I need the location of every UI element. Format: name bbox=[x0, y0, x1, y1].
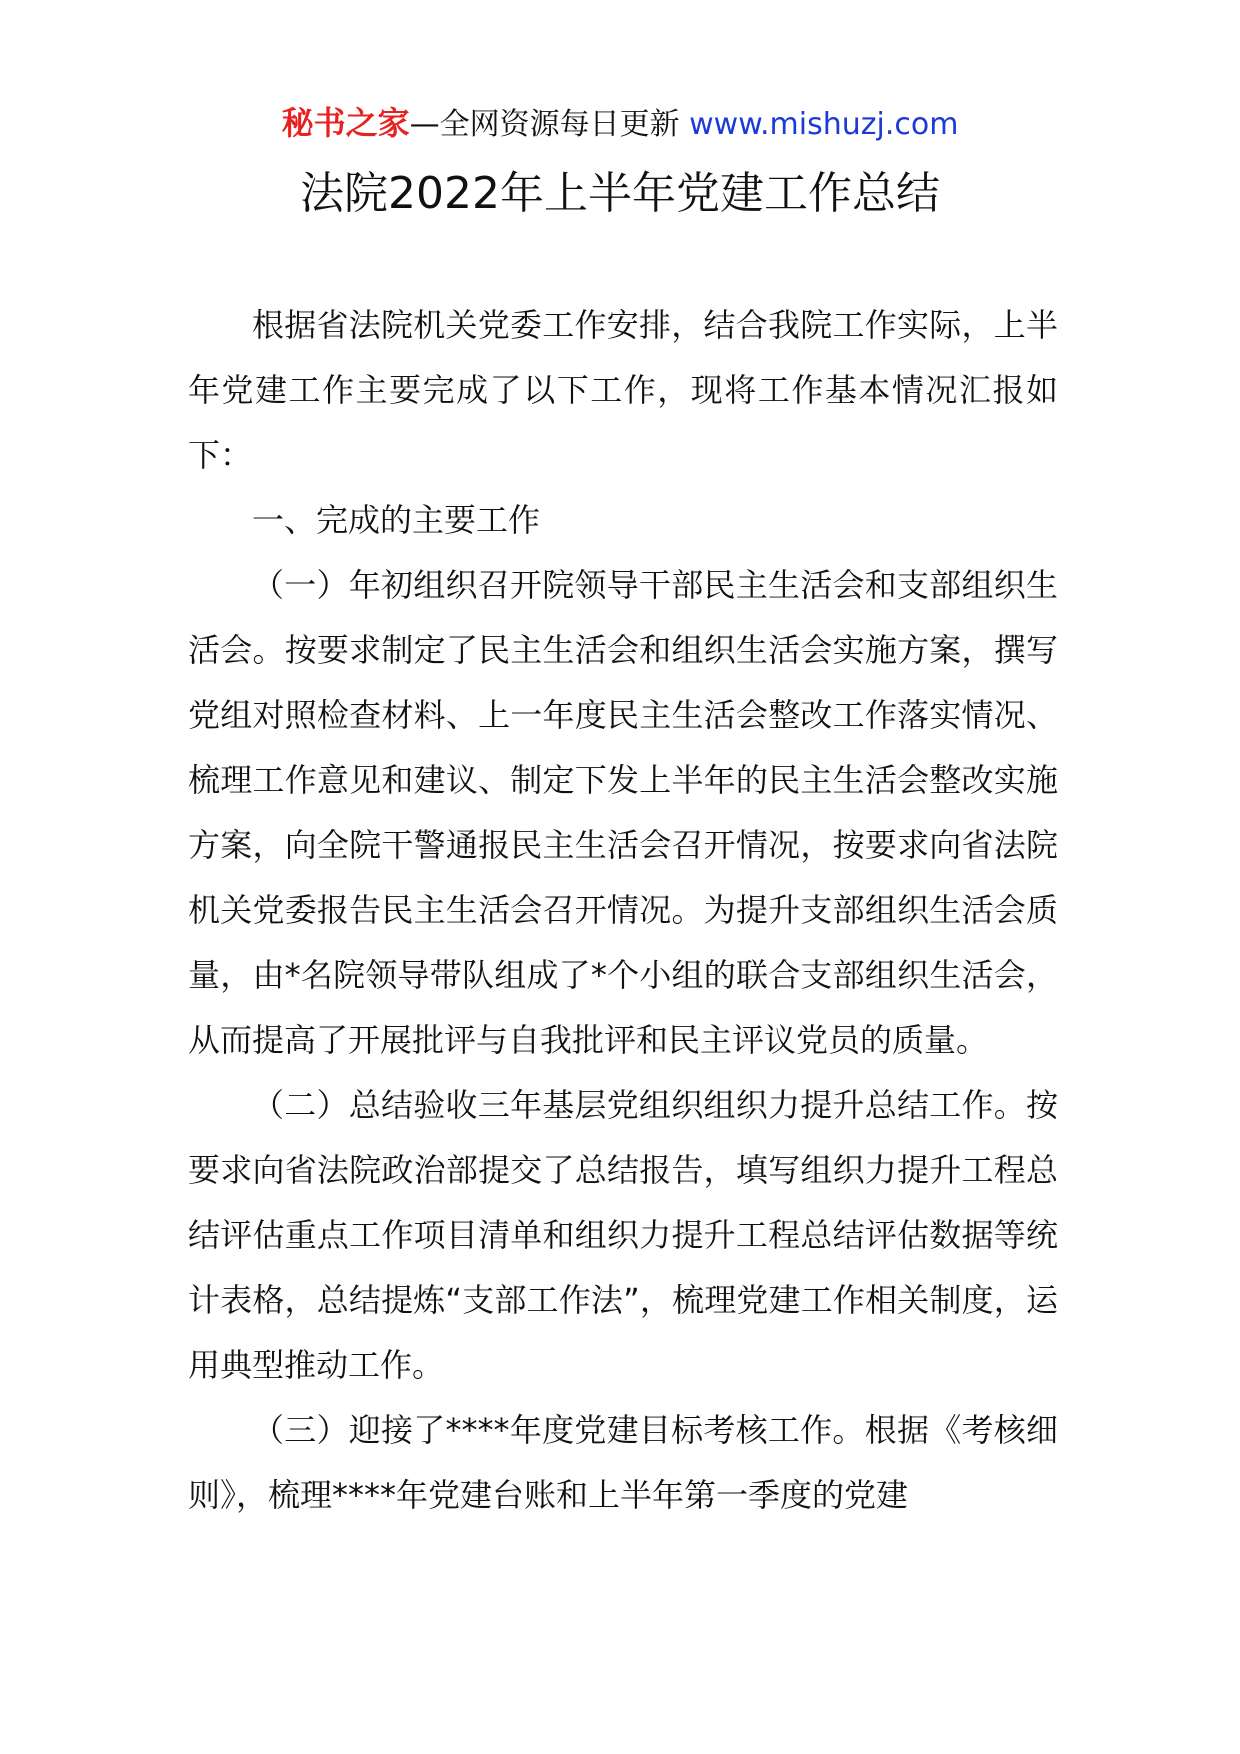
banner-slogan: —全网资源每日更新 bbox=[409, 107, 690, 142]
section-heading-1: 一、完成的主要工作 bbox=[252, 501, 541, 539]
paragraph-item-3: （三）迎接了****年度党建目标考核工作。根据《考核细则》，梳理****年党建台账和上半年第一季度的党建 bbox=[188, 1411, 1058, 1514]
paragraph-item-2: （二）总结验收三年基层党组织组织力提升总结工作。按要求向省法院政治部提交了总结报告，填写组织力提升工程总结评估重点工作项目清单和组织力提升工程总结评估数据等统计表格，总结提炼“支部工作法”，梳理党建工作相关制度，运用典型推动工作。 bbox=[188, 1086, 1058, 1384]
paragraph-intro: 根据省法院机关党委工作安排，结合我院工作实际，上半年党建工作主要完成了以下工作，现将工作基本情况汇报如下： bbox=[188, 306, 1058, 474]
brand-name: 秘书之家 bbox=[281, 104, 410, 142]
document-title: 法院2022年上半年党建工作总结 bbox=[300, 168, 940, 219]
site-url[interactable]: www.mishuzj.com bbox=[689, 107, 959, 142]
site-banner bbox=[0, 100, 1240, 148]
paragraph-item-1: （一）年初组织召开院领导干部民主生活会和支部组织生活会。按要求制定了民主生活会和组织生活会实施方案，撰写党组对照检查材料、上一年度民主生活会整改工作落实情况、梳理工作意见和建议、制定下发上半年的民主生活会整改实施方案，向全院干警通报民主生活会召开情况，按要求向省法院机关党委报告民主生活会召开情况。为提升支部组织生活会质量，由*名院领导带队组成了*个小组的联合支部组织生活会，从而提高了开展批评与自我批评和民主评议党员的质量。 bbox=[188, 566, 1058, 1059]
document-body bbox=[188, 293, 1058, 1528]
